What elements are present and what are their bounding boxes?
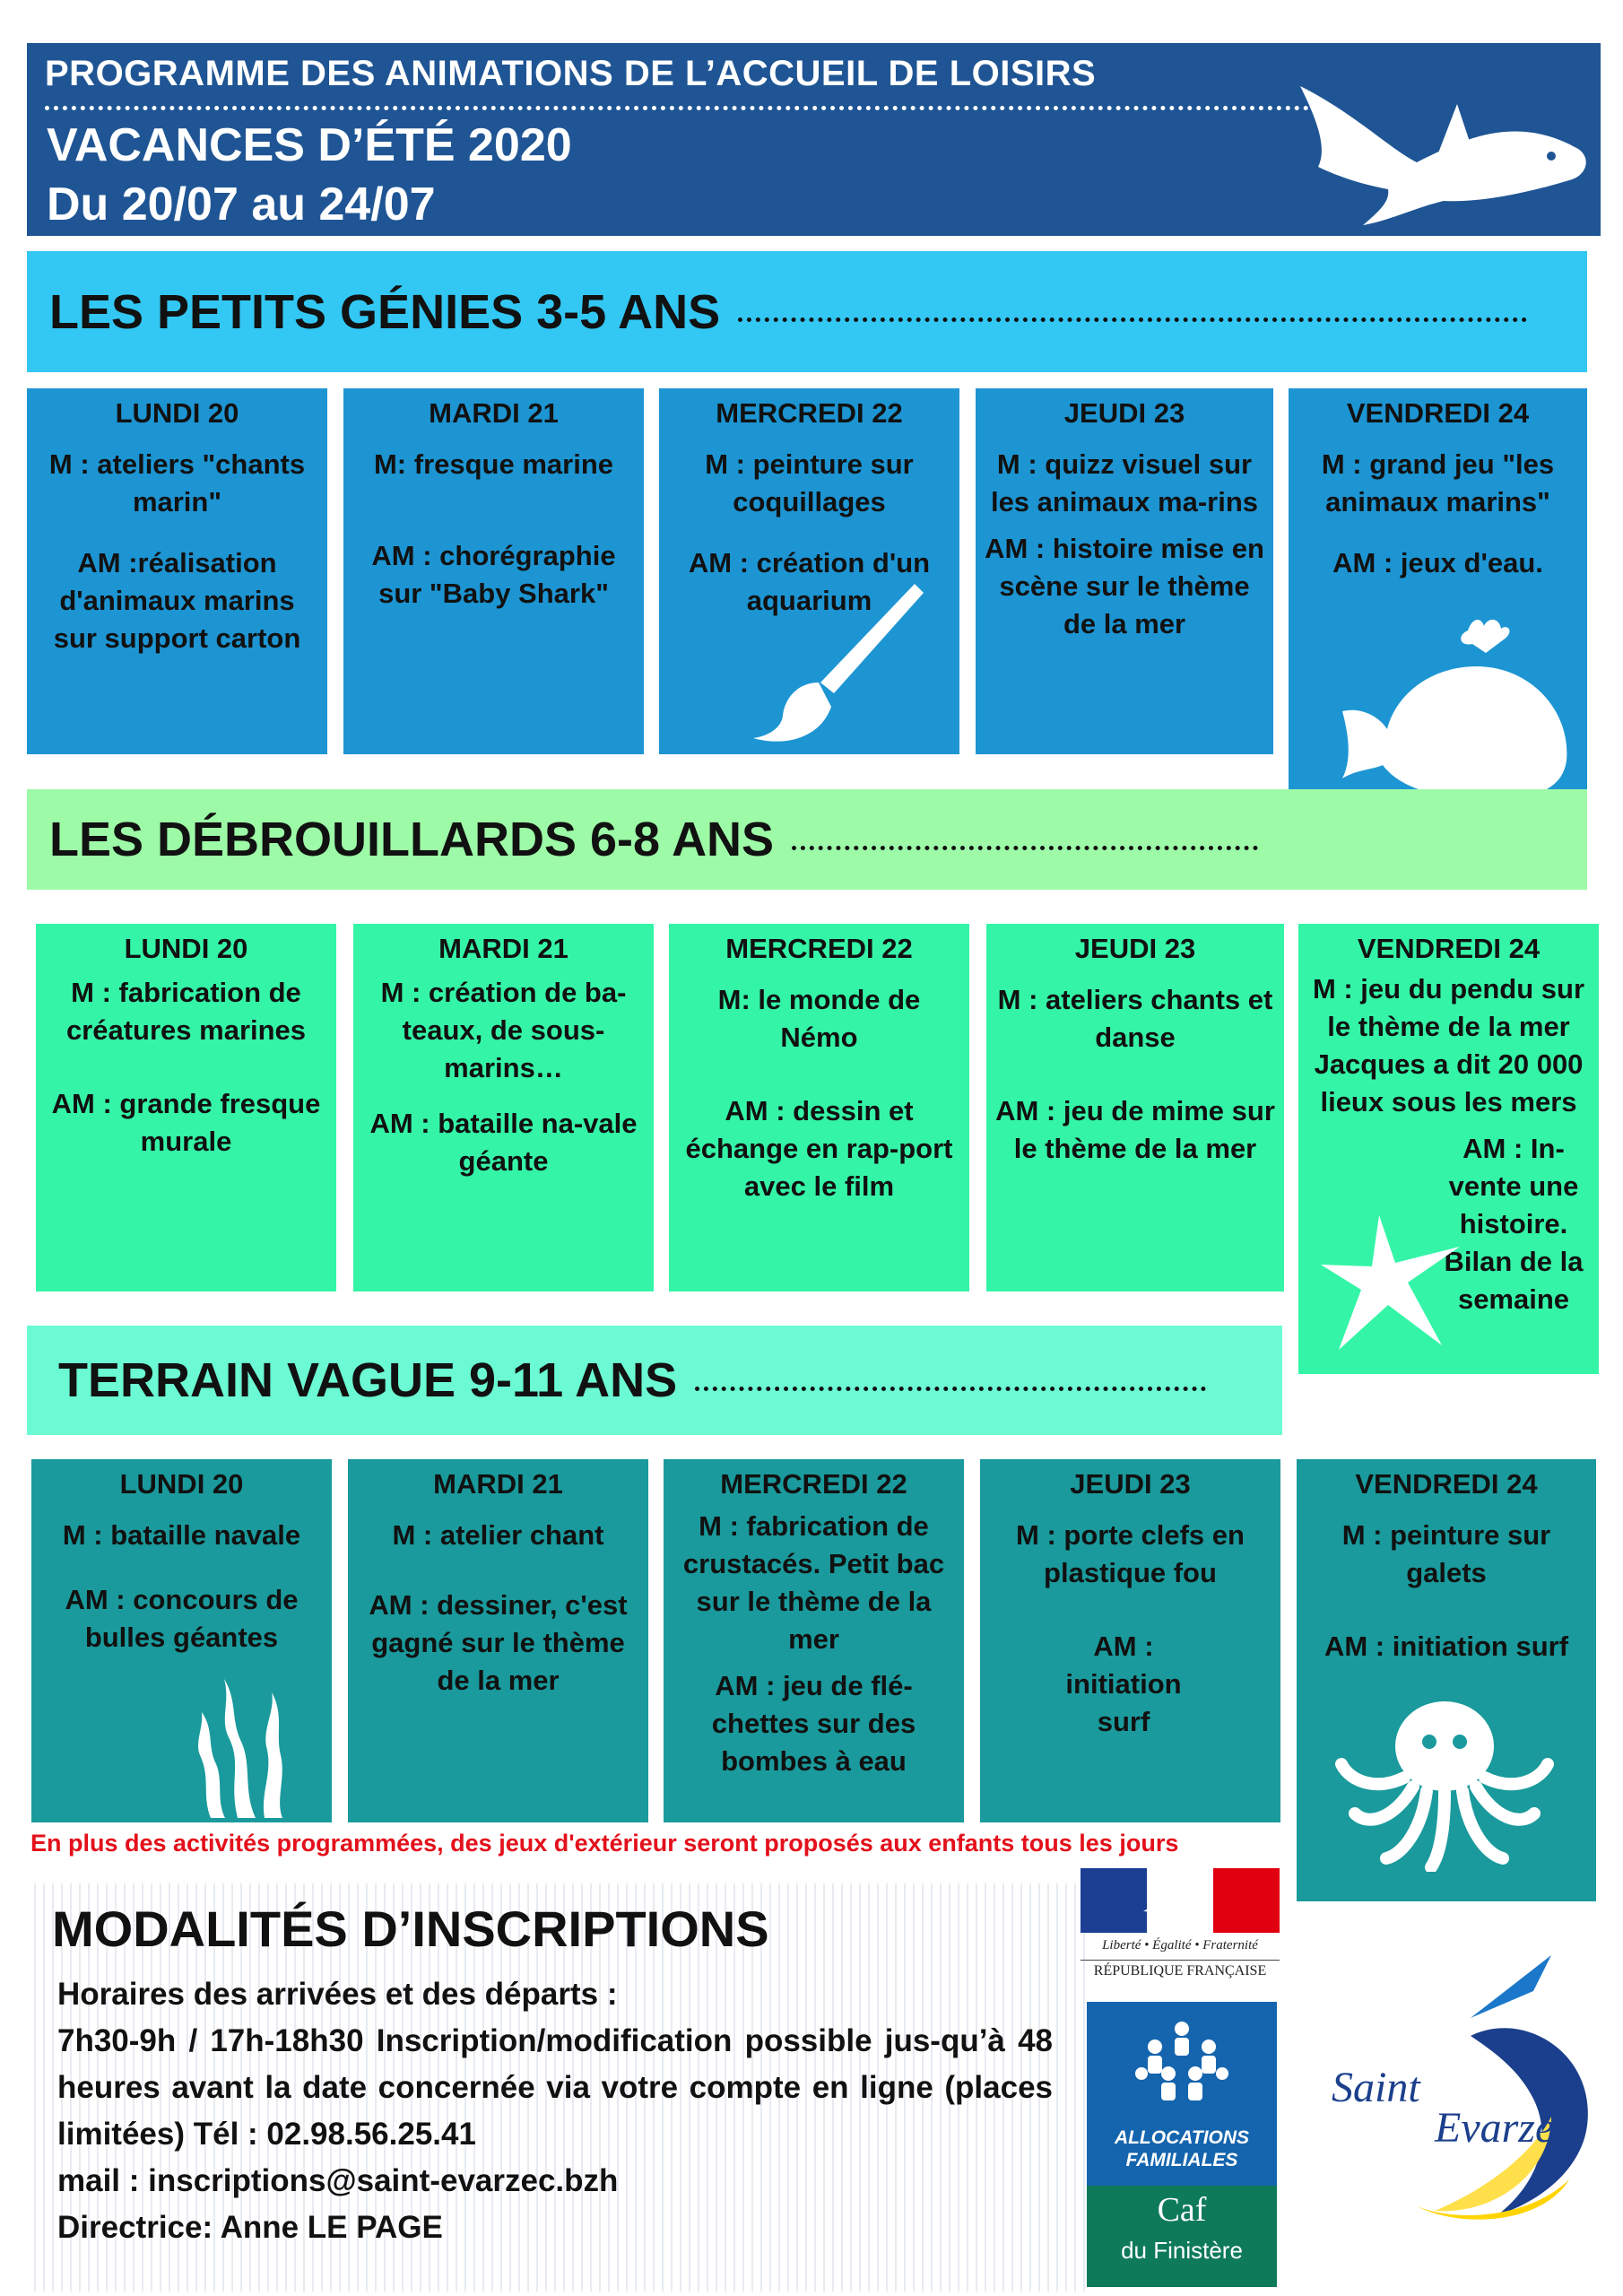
group2-card-mercredi <box>669 924 969 1292</box>
group2-title-band <box>27 789 1587 890</box>
morning-activity: M : atelier chant <box>392 1519 604 1551</box>
group1-card-mercredi <box>659 388 959 754</box>
afternoon-activity: AM : jeu de flé-chettes sur des bombes à eau <box>711 1670 916 1777</box>
day-label: VENDREDI 24 <box>1346 397 1530 429</box>
morning-activity: M : peinture sur coquillages <box>705 448 914 517</box>
morning-activity: M : fabrication de crustacés. Petit bac sur le thème de la mer <box>682 1510 945 1655</box>
horaires-label: Horaires des arrivées et des départs : <box>57 1977 618 2012</box>
caf-logo <box>1087 2002 1277 2287</box>
inscription-title: MODALITÉS D’INSCRIPTIONS <box>52 1900 769 1957</box>
group3-card-vendredi <box>1297 1459 1596 1901</box>
afternoon-activity: AM : jeux d'eau. <box>1332 547 1543 578</box>
group1-dotted-leader <box>738 317 1527 322</box>
header-dotted-divider <box>45 106 1336 110</box>
morning-activity: M : ateliers "chants marin" <box>48 448 306 517</box>
afternoon-activity: AM :réalisation d'animaux marins sur support carton <box>53 547 301 654</box>
group3-card-lundi <box>31 1459 332 1822</box>
afternoon-activity: AM : initiation surf <box>1324 1631 1569 1662</box>
holiday-title: VACANCES D’ÉTÉ 2020 <box>47 119 572 171</box>
date-range: Du 20/07 au 24/07 <box>47 178 436 230</box>
group1-title-band <box>27 251 1587 372</box>
morning-activity: M : fabrication de créatures marines <box>65 977 307 1046</box>
morning-activity: M : grand jeu "les animaux marins" <box>1321 448 1555 517</box>
group3-title-band <box>27 1326 1282 1435</box>
morning-activity: M : création de ba-teaux, de sous-marins… <box>380 977 627 1083</box>
town-name-line1: Saint <box>1332 2064 1420 2111</box>
morning-activity: M : bataille navale <box>62 1519 301 1551</box>
republique-francaise-logo <box>1081 1868 1280 1985</box>
afternoon-activity: AM : dessin et échange en rap-port avec le film <box>685 1095 953 1202</box>
group1-card-lundi <box>27 388 327 754</box>
header-banner <box>27 43 1601 236</box>
octopus-icon <box>1332 1692 1557 1872</box>
rf-name: RÉPUBLIQUE FRANÇAISE <box>1081 1960 1280 1979</box>
day-label: VENDREDI 24 <box>1357 933 1541 964</box>
morning-activity: M : ateliers chants et danse <box>997 984 1273 1053</box>
group2-card-lundi <box>36 924 336 1292</box>
day-label: MERCREDI 22 <box>725 933 913 964</box>
rf-motto: Liberté • Égalité • Fraternité <box>1102 1938 1258 1952</box>
morning-activity: M : peinture sur galets <box>1341 1519 1551 1588</box>
inscription-body <box>57 1971 1053 2251</box>
day-label: LUNDI 20 <box>119 1468 244 1500</box>
morning-activity: M: fresque marine <box>373 448 613 480</box>
morning-activity: M : jeu du pendu sur le thème de la mer Jacques a dit 20 000 lieux sous les mers <box>1312 973 1585 1118</box>
day-label: MERCREDI 22 <box>716 397 903 429</box>
group1-card-jeudi <box>976 388 1273 754</box>
whale-icon <box>1324 613 1575 801</box>
seaweed-icon <box>175 1657 309 1818</box>
group3-card-mercredi <box>664 1459 964 1822</box>
outdoor-games-note: En plus des activités programmées, des jeux d'extérieur seront proposés aux enfants tous les jours <box>30 1830 1179 1857</box>
group3-card-jeudi <box>980 1459 1280 1822</box>
day-label: MARDI 21 <box>438 933 568 964</box>
saint-evarzec-logo <box>1282 1955 1614 2224</box>
day-label: JEUDI 23 <box>1070 1468 1191 1500</box>
group2-card-mardi <box>353 924 654 1292</box>
inscription-details: 7h30-9h / 17h-18h30 Inscription/modification possible jus-qu’à 48 heures avant la date concernée via votre compte en ligne (places limitées) Tél : 02.98.56.25.41 <box>57 2023 1053 2152</box>
morning-activity: M : quizz visuel sur les animaux ma-rins <box>990 448 1259 517</box>
day-label: JEUDI 23 <box>1074 933 1196 964</box>
caf-line2: FAMILIALES <box>1125 2150 1238 2170</box>
day-label: MARDI 21 <box>429 397 559 429</box>
group3-dotted-leader <box>695 1387 1206 1391</box>
afternoon-activity: AM : chorégraphie sur "Baby Shark" <box>371 540 616 609</box>
group2-dotted-leader <box>792 846 1258 850</box>
afternoon-activity: AM : In-vente une histoire. Bilan de la semaine <box>1444 1133 1584 1315</box>
group2-card-jeudi <box>986 924 1284 1292</box>
group3-title: TERRAIN VAGUE 9-11 ANS <box>58 1353 678 1407</box>
group2-card-vendredi <box>1298 924 1599 1374</box>
afternoon-activity: AM : grande fresque murale <box>51 1088 321 1157</box>
marianne-icon <box>1107 1868 1233 1933</box>
shark-icon <box>1282 50 1596 230</box>
group1-card-vendredi <box>1289 388 1587 810</box>
day-label: MARDI 21 <box>433 1468 563 1500</box>
paintbrush-icon <box>749 577 928 747</box>
day-label: LUNDI 20 <box>124 933 248 964</box>
caf-abbr: Caf <box>1157 2191 1207 2229</box>
group1-card-mardi <box>343 388 644 754</box>
inscription-section <box>27 1883 1089 2292</box>
caf-line1: ALLOCATIONS <box>1114 2127 1250 2148</box>
afternoon-activity: AM : bataille na-vale géante <box>369 1108 638 1177</box>
morning-activity: M : porte clefs en plastique fou <box>1016 1519 1245 1588</box>
afternoon-activity: AM : jeu de mime sur le thème de la mer <box>995 1095 1275 1164</box>
afternoon-activity: AM : histoire mise en scène sur le thème de la mer <box>985 533 1264 639</box>
contact-mail: mail : inscriptions@saint-evarzec.bzh <box>57 2163 619 2198</box>
group3-card-mardi <box>348 1459 648 1822</box>
town-name-line2: Evarzec <box>1435 2104 1574 2152</box>
day-label: LUNDI 20 <box>115 397 239 429</box>
day-label: MERCREDI 22 <box>720 1468 907 1500</box>
afternoon-activity: AM : initiation surf <box>1065 1631 1182 1737</box>
family-icon <box>1128 2018 1236 2117</box>
group2-title: LES DÉBROUILLARDS 6-8 ANS <box>49 813 775 866</box>
afternoon-activity: AM : concours de bulles géantes <box>65 1584 299 1653</box>
caf-region: du Finistère <box>1121 2237 1243 2264</box>
directrice: Directrice: Anne LE PAGE <box>57 2210 443 2245</box>
program-title: PROGRAMME DES ANIMATIONS DE L’ACCUEIL DE LOISIRS <box>45 54 1097 93</box>
day-label: JEUDI 23 <box>1063 397 1185 429</box>
morning-activity: M: le monde de Némo <box>717 984 921 1053</box>
day-label: VENDREDI 24 <box>1355 1468 1538 1500</box>
group1-title: LES PETITS GÉNIES 3-5 ANS <box>49 284 721 339</box>
afternoon-activity: AM : création d'un aquarium <box>688 547 931 616</box>
afternoon-activity: AM : dessiner, c'est gagné sur le thème de la mer <box>369 1589 628 1696</box>
starfish-icon <box>1316 1211 1469 1354</box>
